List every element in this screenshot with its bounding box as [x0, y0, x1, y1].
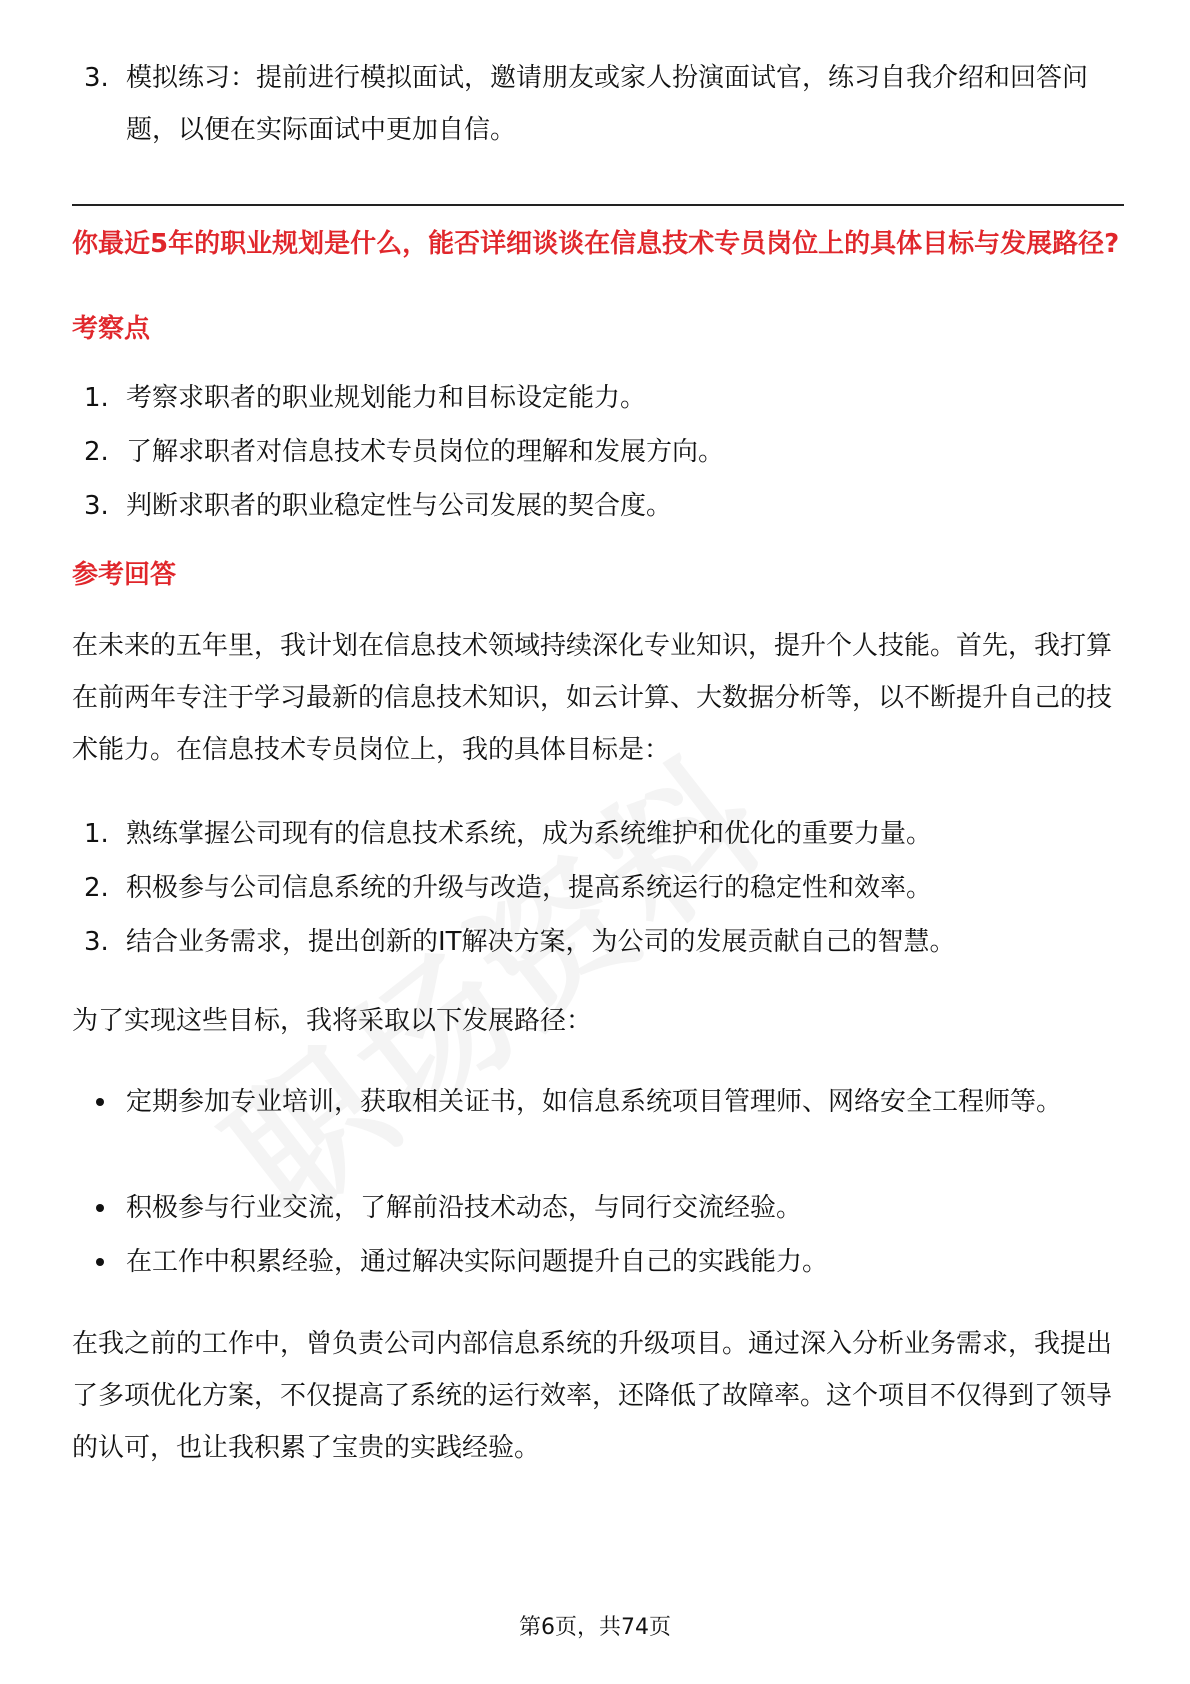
list-item-text: 了解求职者对信息技术专员岗位的理解和发展方向。: [126, 437, 725, 467]
list-number: 2.: [84, 437, 109, 467]
list-number: 3.: [84, 63, 109, 93]
section-divider: [72, 204, 1124, 206]
bullet-icon: [96, 1204, 104, 1212]
list-item-text: 定期参加专业培训，获取相关证书，如信息系统项目管理师、网络安全工程师等。: [126, 1087, 1063, 1117]
answer-paragraph: 在我之前的工作中，曾负责公司内部信息系统的升级项目。通过深入分析业务需求，我提出了多项优化方案，不仅提高了系统的运行效率，还降低了故障率。这个项目不仅得到了领导的认可，也让我积累了宝贵的实践经验。: [72, 1329, 1113, 1463]
list-item-text: 在工作中积累经验，通过解决实际问题提升自己的实践能力。: [126, 1247, 829, 1277]
list-number: 2.: [84, 873, 109, 903]
list-item-text: 熟练掌握公司现有的信息技术系统，成为系统维护和优化的重要力量。: [126, 819, 933, 849]
answer-heading: 参考回答: [72, 560, 177, 590]
focus-heading: 考察点: [72, 314, 151, 344]
list-number: 3.: [84, 927, 109, 957]
bullet-icon: [96, 1258, 104, 1266]
question-title: 你最近5年的职业规划是什么，能否详细谈谈在信息技术专员岗位上的具体目标与发展路径?: [72, 229, 1120, 259]
list-item-text: 判断求职者的职业稳定性与公司发展的契合度。: [126, 491, 673, 521]
list-item-text: 积极参与公司信息系统的升级与改造，提高系统运行的稳定性和效率。: [126, 873, 933, 903]
page-number: 第6页，共74页: [519, 1615, 671, 1640]
answer-paragraph: 在未来的五年里，我计划在信息技术领域持续深化专业知识，提升个人技能。首先，我打算在前两年专注于学习最新的信息技术知识，如云计算、大数据分析等，以不断提升自己的技术能力。在信息技术专员岗位上，我的具体目标是：: [72, 631, 1113, 765]
list-item-text: 结合业务需求，提出创新的IT解决方案，为公司的发展贡献自己的智慧。: [126, 927, 956, 957]
bullet-icon: [96, 1098, 104, 1106]
list-number: 1.: [84, 383, 109, 413]
list-number: 3.: [84, 491, 109, 521]
list-item-text: 模拟练习：提前进行模拟面试，邀请朋友或家人扮演面试官，练习自我介绍和回答问题，以便在实际面试中更加自信。: [126, 63, 1089, 145]
list-item-text: 积极参与行业交流，了解前沿技术动态，与同行交流经验。: [126, 1193, 803, 1223]
list-item-text: 考察求职者的职业规划能力和目标设定能力。: [126, 383, 647, 413]
list-number: 1.: [84, 819, 109, 849]
answer-paragraph: 为了实现这些目标，我将采取以下发展路径：: [72, 1006, 593, 1036]
